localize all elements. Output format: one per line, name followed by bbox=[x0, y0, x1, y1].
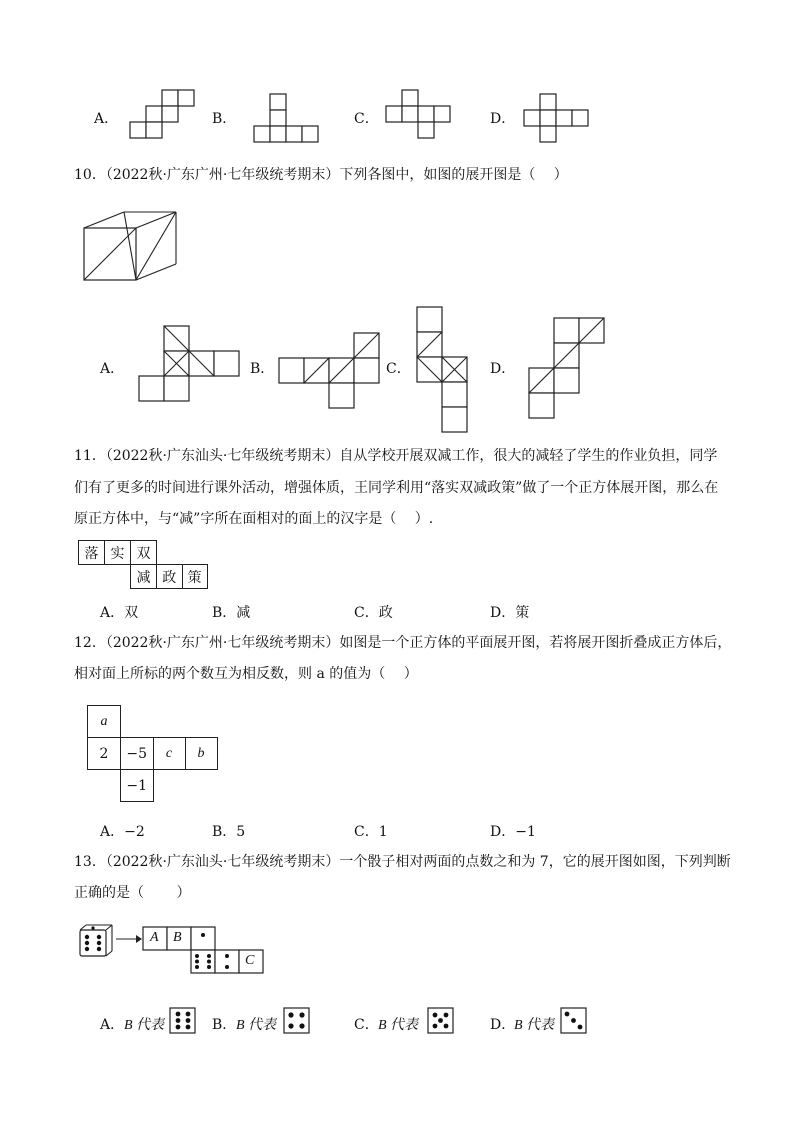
q12-option-d[interactable]: D．−1 bbox=[490, 824, 536, 840]
option-text: B 代表 bbox=[378, 1018, 419, 1033]
option-prefix: C． bbox=[354, 1017, 379, 1033]
q9-option-a[interactable]: A． bbox=[94, 111, 119, 127]
q11-option-c[interactable]: C．政 bbox=[354, 605, 393, 621]
option-text: B 代表 bbox=[124, 1018, 165, 1033]
q10-option-c[interactable]: C． bbox=[386, 361, 411, 377]
q10-option-b[interactable]: B． bbox=[250, 361, 275, 377]
q13-stem-line-1: 13．（2022秋·广东汕头·七年级统考期末）一个骰子相对两面的点数之和为 7，它的展开图如图，下列判断 bbox=[74, 854, 731, 870]
q9-option-b[interactable]: B． bbox=[212, 111, 237, 127]
q12-net-table bbox=[87, 705, 218, 802]
q9-option-d[interactable]: D． bbox=[490, 111, 516, 127]
option-prefix: B． bbox=[212, 1017, 237, 1033]
q13-stem-line-2: 正确的是（ ） bbox=[74, 885, 191, 901]
option-prefix: A． bbox=[100, 1017, 125, 1033]
q13-net-label-b: B bbox=[173, 930, 182, 945]
q11-stem-line-2: 们有了更多的时间进行课外活动，增强体质，王同学利用“落实双减政策”做了一个正方体展开图，那么在 bbox=[74, 480, 719, 496]
q12-stem-line-2: 相对面上所标的两个数互为相反数，则 a 的值为（ ） bbox=[74, 666, 418, 682]
q13-net-label-c: C bbox=[245, 953, 255, 968]
q11-option-b[interactable]: B．减 bbox=[212, 605, 251, 621]
q11-stem-line-3: 原正方体中，与“减”字所在面相对的面上的汉字是（ ）. bbox=[74, 511, 434, 527]
q12-stem-line-1: 12．（2022秋·广东广州·七年级统考期末）如图是一个正方体的平面展开图，若将展开图折叠成正方体后， bbox=[74, 635, 732, 651]
q9-option-c[interactable]: C． bbox=[354, 111, 379, 127]
q11-net-cell: 政 bbox=[157, 565, 183, 589]
q11-net-cell: 双 bbox=[131, 541, 157, 565]
q11-net-cell: 落 bbox=[79, 541, 105, 565]
q11-option-a[interactable]: A．双 bbox=[100, 605, 139, 621]
q12-option-c[interactable]: C．1 bbox=[354, 824, 388, 840]
q11-net-cell: 实 bbox=[105, 541, 131, 565]
die-face-three-icon bbox=[0, 0, 1, 1]
q12-net-cell-c: c bbox=[153, 738, 185, 770]
q11-net-table bbox=[78, 540, 208, 589]
q10-option-a[interactable]: A． bbox=[100, 361, 125, 377]
q10-stem: 10．（2022秋·广东广州·七年级统考期末）下列各图中，如图的展开图是（ ） bbox=[74, 167, 568, 183]
option-text: B 代表 bbox=[236, 1018, 277, 1033]
q12-net-cell-a: a bbox=[88, 706, 121, 738]
q11-net-cell: 策 bbox=[182, 565, 207, 589]
q11-stem-line-1: 11．（2022秋·广东汕头·七年级统考期末）自从学校开展双减工作，很大的减轻了学生的作业负担，同学 bbox=[74, 448, 718, 464]
q12-option-a[interactable]: A．−2 bbox=[100, 824, 145, 840]
q12-net-cell: −1 bbox=[121, 770, 154, 802]
q10-option-d[interactable]: D． bbox=[490, 361, 516, 377]
q13-net-label-a: A bbox=[150, 930, 159, 945]
q12-option-b[interactable]: B．5 bbox=[212, 824, 246, 840]
q12-net-cell: 2 bbox=[88, 738, 121, 770]
option-text: B 代表 bbox=[514, 1018, 555, 1033]
option-prefix: D． bbox=[490, 1017, 516, 1033]
q12-net-cell: −5 bbox=[121, 738, 154, 770]
q11-option-d[interactable]: D．策 bbox=[490, 605, 530, 621]
q12-net-cell-b: b bbox=[185, 738, 217, 770]
q11-net-cell: 减 bbox=[131, 565, 157, 589]
